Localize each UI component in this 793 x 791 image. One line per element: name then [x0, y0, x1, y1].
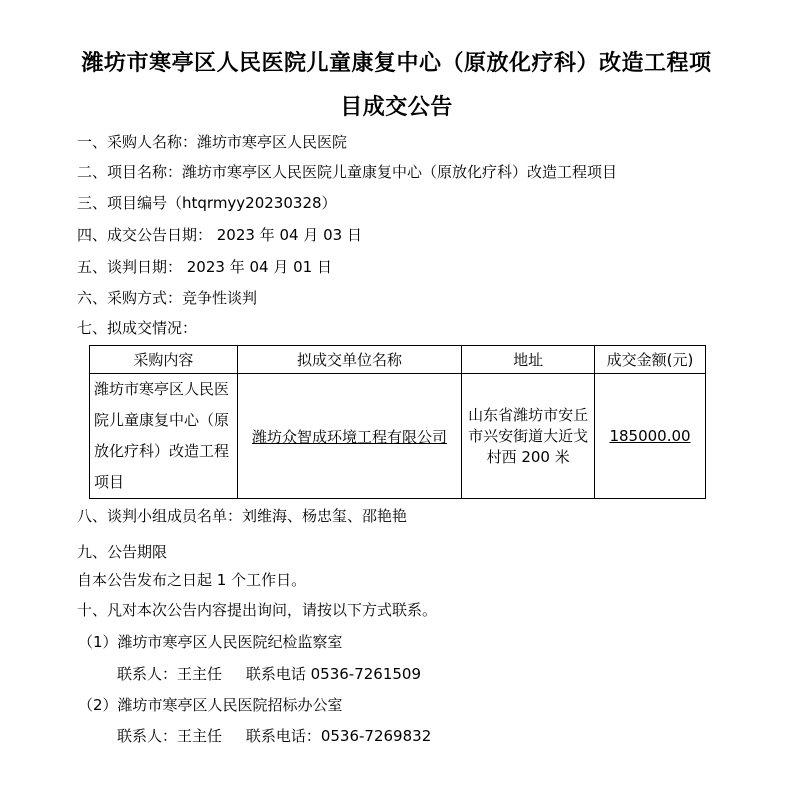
deal-table-header-row	[90, 346, 706, 374]
purchaser-line: 一、采购人名称：潍坊市寒亭区人民医院	[77, 133, 348, 151]
announcement-title-line-2: 目成交公告	[340, 95, 453, 120]
deal-table	[89, 345, 706, 499]
contact-org-1: （1）潍坊市寒亭区人民医院纪检监察室	[78, 633, 343, 651]
period-text: 自本公告发布之日起 1 个工作日。	[77, 571, 307, 589]
contact-heading: 十、凡对本次公告内容提出询问，请按以下方式联系。	[77, 601, 438, 619]
header-supplier: 拟成交单位名称	[237, 346, 462, 374]
header-amount: 成交金额(元)	[595, 346, 706, 374]
contact-detail-2: 联系人：王主任 联系电话：0536-7269832	[117, 727, 432, 745]
cell-address: 山东省潍坊市安丘市兴安街道大近戈村西 200 米	[462, 374, 595, 499]
panel-members-line: 八、谈判小组成员名单：刘维海、杨忠玺、邵艳艳	[77, 507, 408, 525]
negotiation-date-line: 五、谈判日期： 2023 年 04 月 01 日	[77, 258, 332, 276]
procurement-method-line: 六、采购方式：竞争性谈判	[77, 289, 258, 307]
header-address: 地址	[462, 346, 595, 374]
period-heading: 九、公告期限	[77, 543, 168, 561]
cell-amount: 185000.00	[595, 374, 706, 499]
project-number-line: 三、项目编号（htqrmyy20230328）	[77, 194, 337, 212]
cell-content: 潍坊市寒亭区人民医院儿童康复中心（原放化疗科）改造工程项目	[90, 374, 238, 499]
announce-date-line: 四、成交公告日期： 2023 年 04 月 03 日	[77, 226, 362, 244]
header-content: 采购内容	[90, 346, 238, 374]
cell-supplier: 潍坊众智成环境工程有限公司	[237, 374, 462, 499]
deal-table-row	[90, 374, 706, 499]
announcement-title-line-1: 潍坊市寒亭区人民医院儿童康复中心（原放化疗科）改造工程项	[81, 51, 712, 76]
deal-heading: 七、拟成交情况：	[77, 319, 198, 337]
project-name-line: 二、项目名称：潍坊市寒亭区人民医院儿童康复中心（原放化疗科）改造工程项目	[77, 163, 618, 181]
contact-detail-1: 联系人：王主任 联系电话 0536-7261509	[117, 665, 422, 683]
contact-org-2: （2）潍坊市寒亭区人民医院招标办公室	[78, 696, 343, 714]
